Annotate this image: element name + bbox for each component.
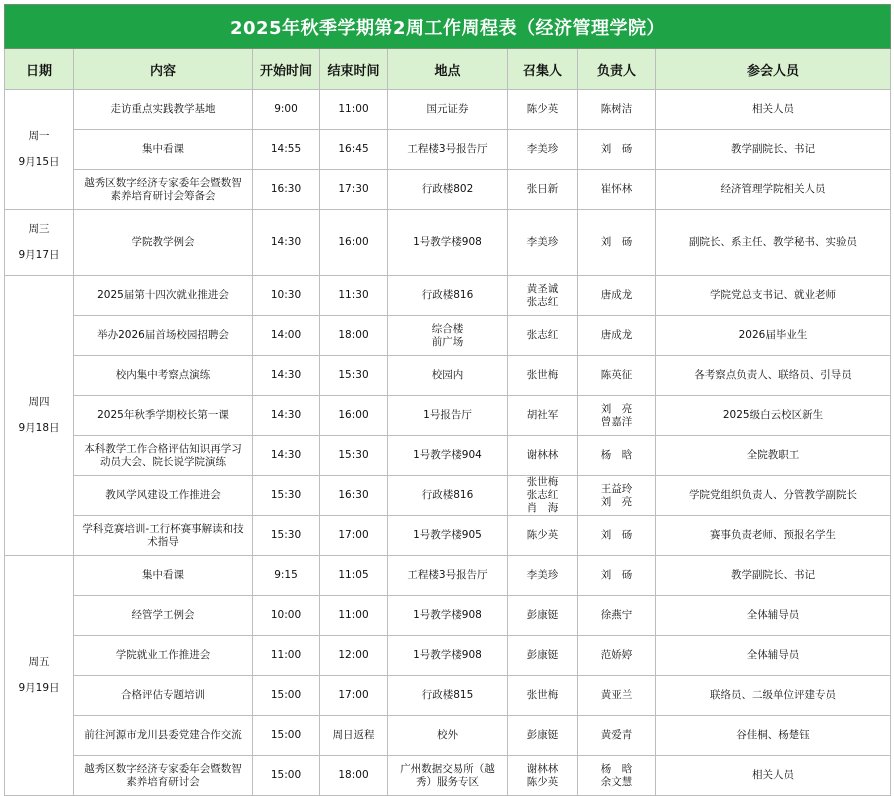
table-row bbox=[5, 316, 891, 356]
cell-content: 前往河源市龙川县委党建合作交流 bbox=[74, 716, 253, 756]
cell-owner: 陈树洁 bbox=[578, 90, 656, 130]
cell-convener: 李美珍 bbox=[508, 556, 578, 596]
cell-end-time: 18:00 bbox=[320, 316, 388, 356]
cell-content: 2025年秋季学期校长第一课 bbox=[74, 396, 253, 436]
cell-attendees: 谷佳桐、杨楚钰 bbox=[656, 716, 891, 756]
table-row bbox=[5, 596, 891, 636]
cell-start-time: 14:30 bbox=[253, 396, 320, 436]
date-label: 9月19日 bbox=[18, 682, 60, 694]
cell-content: 本科教学工作合格评估知识再学习动员大会、院长说学院演练 bbox=[74, 436, 253, 476]
cell-location: 行政楼816 bbox=[388, 476, 508, 516]
table-row bbox=[5, 396, 891, 436]
cell-convener: 谢林林 bbox=[508, 436, 578, 476]
table-row bbox=[5, 636, 891, 676]
cell-owner: 黄爱青 bbox=[578, 716, 656, 756]
table-row bbox=[5, 756, 891, 796]
cell-convener: 彭康铤 bbox=[508, 716, 578, 756]
column-header-date: 日期 bbox=[5, 49, 74, 90]
table-row bbox=[5, 276, 891, 316]
cell-location: 1号教学楼904 bbox=[388, 436, 508, 476]
cell-convener: 陈少英 bbox=[508, 90, 578, 130]
cell-start-time: 10:00 bbox=[253, 596, 320, 636]
cell-owner: 唐成龙 bbox=[578, 316, 656, 356]
schedule-body bbox=[5, 90, 891, 796]
cell-end-time: 17:00 bbox=[320, 516, 388, 556]
cell-location: 1号教学楼908 bbox=[388, 636, 508, 676]
cell-convener: 陈少英 bbox=[508, 516, 578, 556]
cell-owner: 陈英征 bbox=[578, 356, 656, 396]
cell-end-time: 11:00 bbox=[320, 596, 388, 636]
date-cell bbox=[5, 210, 74, 276]
cell-start-time: 15:30 bbox=[253, 516, 320, 556]
cell-start-time: 9:15 bbox=[253, 556, 320, 596]
cell-convener: 彭康铤 bbox=[508, 636, 578, 676]
cell-owner: 刘 砀 bbox=[578, 556, 656, 596]
cell-attendees: 全院教职工 bbox=[656, 436, 891, 476]
cell-end-time: 11:30 bbox=[320, 276, 388, 316]
cell-owner: 王益玲 刘 亮 bbox=[578, 476, 656, 516]
cell-end-time: 16:00 bbox=[320, 210, 388, 276]
cell-end-time: 11:00 bbox=[320, 90, 388, 130]
cell-end-time: 15:30 bbox=[320, 436, 388, 476]
cell-owner: 刘 砀 bbox=[578, 210, 656, 276]
cell-location: 广州数据交易所（越秀）服务专区 bbox=[388, 756, 508, 796]
cell-start-time: 14:30 bbox=[253, 210, 320, 276]
cell-start-time: 14:30 bbox=[253, 356, 320, 396]
cell-start-time: 14:30 bbox=[253, 436, 320, 476]
cell-owner: 刘 砀 bbox=[578, 130, 656, 170]
column-header-location: 地点 bbox=[388, 49, 508, 90]
header-row bbox=[5, 49, 891, 90]
cell-end-time: 周日返程 bbox=[320, 716, 388, 756]
cell-content: 经管学工例会 bbox=[74, 596, 253, 636]
table-row bbox=[5, 436, 891, 476]
table-row bbox=[5, 476, 891, 516]
cell-owner: 刘 亮 曾嘉洋 bbox=[578, 396, 656, 436]
cell-convener: 黄圣诚 张志红 bbox=[508, 276, 578, 316]
cell-end-time: 12:00 bbox=[320, 636, 388, 676]
cell-owner: 黄亚兰 bbox=[578, 676, 656, 716]
cell-convener: 张志红 bbox=[508, 316, 578, 356]
cell-owner: 杨 晗 bbox=[578, 436, 656, 476]
column-header-attendees: 参会人员 bbox=[656, 49, 891, 90]
cell-end-time: 15:30 bbox=[320, 356, 388, 396]
cell-end-time: 16:00 bbox=[320, 396, 388, 436]
cell-content: 校内集中考察点演练 bbox=[74, 356, 253, 396]
cell-attendees: 各考察点负责人、联络员、引导员 bbox=[656, 356, 891, 396]
cell-attendees: 2026届毕业生 bbox=[656, 316, 891, 356]
cell-location: 工程楼3号报告厅 bbox=[388, 130, 508, 170]
table-row bbox=[5, 556, 891, 596]
cell-start-time: 9:00 bbox=[253, 90, 320, 130]
cell-convener: 张世梅 bbox=[508, 356, 578, 396]
cell-end-time: 16:30 bbox=[320, 476, 388, 516]
cell-location: 行政楼815 bbox=[388, 676, 508, 716]
cell-owner: 杨 晗 余文慧 bbox=[578, 756, 656, 796]
cell-owner: 刘 砀 bbox=[578, 516, 656, 556]
cell-location: 1号教学楼908 bbox=[388, 596, 508, 636]
cell-attendees: 全体辅导员 bbox=[656, 596, 891, 636]
cell-attendees: 全体辅导员 bbox=[656, 636, 891, 676]
cell-attendees: 学院党组织负责人、分管教学副院长 bbox=[656, 476, 891, 516]
table-row bbox=[5, 356, 891, 396]
cell-location: 校园内 bbox=[388, 356, 508, 396]
cell-location: 综合楼 前广场 bbox=[388, 316, 508, 356]
cell-content: 越秀区数字经济专家委年会暨数智素养培育研讨会 bbox=[74, 756, 253, 796]
cell-convener: 李美珍 bbox=[508, 130, 578, 170]
cell-content: 合格评估专题培训 bbox=[74, 676, 253, 716]
date-label: 9月18日 bbox=[18, 422, 60, 434]
cell-attendees: 相关人员 bbox=[656, 90, 891, 130]
weekday-label: 周三 bbox=[28, 223, 50, 235]
column-header-owner: 负责人 bbox=[578, 49, 656, 90]
table-row bbox=[5, 516, 891, 556]
cell-content: 走访重点实践教学基地 bbox=[74, 90, 253, 130]
table-row bbox=[5, 716, 891, 756]
cell-attendees: 教学副院长、书记 bbox=[656, 556, 891, 596]
cell-start-time: 11:00 bbox=[253, 636, 320, 676]
column-header-end-time: 结束时间 bbox=[320, 49, 388, 90]
cell-end-time: 17:30 bbox=[320, 170, 388, 210]
cell-owner: 徐燕宁 bbox=[578, 596, 656, 636]
cell-start-time: 15:00 bbox=[253, 676, 320, 716]
table-row bbox=[5, 170, 891, 210]
weekday-label: 周一 bbox=[28, 130, 50, 142]
cell-location: 1号报告厅 bbox=[388, 396, 508, 436]
cell-end-time: 17:00 bbox=[320, 676, 388, 716]
cell-owner: 范娇婷 bbox=[578, 636, 656, 676]
cell-attendees: 经济管理学院相关人员 bbox=[656, 170, 891, 210]
cell-convener: 张世梅 张志红 肖 海 bbox=[508, 476, 578, 516]
cell-attendees: 2025级白云校区新生 bbox=[656, 396, 891, 436]
cell-content: 教风学风建设工作推进会 bbox=[74, 476, 253, 516]
weekly-schedule-table bbox=[4, 4, 891, 796]
cell-attendees: 学院党总支书记、就业老师 bbox=[656, 276, 891, 316]
cell-location: 校外 bbox=[388, 716, 508, 756]
table-row bbox=[5, 130, 891, 170]
cell-attendees: 副院长、系主任、教学秘书、实验员 bbox=[656, 210, 891, 276]
cell-end-time: 16:45 bbox=[320, 130, 388, 170]
cell-start-time: 15:30 bbox=[253, 476, 320, 516]
cell-attendees: 赛事负责老师、预报名学生 bbox=[656, 516, 891, 556]
cell-convener: 张世梅 bbox=[508, 676, 578, 716]
cell-attendees: 相关人员 bbox=[656, 756, 891, 796]
cell-location: 国元证券 bbox=[388, 90, 508, 130]
cell-attendees: 教学副院长、书记 bbox=[656, 130, 891, 170]
table-row bbox=[5, 90, 891, 130]
cell-convener: 彭康铤 bbox=[508, 596, 578, 636]
title-row bbox=[5, 5, 891, 49]
cell-start-time: 14:55 bbox=[253, 130, 320, 170]
cell-convener: 胡社军 bbox=[508, 396, 578, 436]
cell-content: 学院教学例会 bbox=[74, 210, 253, 276]
cell-content: 2025届第十四次就业推进会 bbox=[74, 276, 253, 316]
cell-start-time: 16:30 bbox=[253, 170, 320, 210]
cell-convener: 谢林林 陈少英 bbox=[508, 756, 578, 796]
cell-content: 学科竞赛培训-工行杯赛事解读和技术指导 bbox=[74, 516, 253, 556]
weekday-label: 周五 bbox=[28, 656, 50, 668]
cell-owner: 唐成龙 bbox=[578, 276, 656, 316]
cell-location: 工程楼3号报告厅 bbox=[388, 556, 508, 596]
cell-content: 集中看课 bbox=[74, 556, 253, 596]
cell-start-time: 10:30 bbox=[253, 276, 320, 316]
cell-location: 行政楼802 bbox=[388, 170, 508, 210]
column-header-convener: 召集人 bbox=[508, 49, 578, 90]
cell-location: 行政楼816 bbox=[388, 276, 508, 316]
date-cell bbox=[5, 276, 74, 556]
cell-location: 1号教学楼905 bbox=[388, 516, 508, 556]
cell-start-time: 14:00 bbox=[253, 316, 320, 356]
column-header-content: 内容 bbox=[74, 49, 253, 90]
date-label: 9月15日 bbox=[18, 156, 60, 168]
column-header-start-time: 开始时间 bbox=[253, 49, 320, 90]
cell-end-time: 11:05 bbox=[320, 556, 388, 596]
cell-content: 越秀区数字经济专家委年会暨数智素养培育研讨会筹备会 bbox=[74, 170, 253, 210]
page-title: 2025年秋季学期第2周工作周程表（经济管理学院） bbox=[5, 5, 891, 49]
cell-convener: 张日新 bbox=[508, 170, 578, 210]
table-row bbox=[5, 210, 891, 276]
cell-attendees: 联络员、二级单位评建专员 bbox=[656, 676, 891, 716]
date-cell bbox=[5, 90, 74, 210]
cell-content: 举办2026届首场校园招聘会 bbox=[74, 316, 253, 356]
table-row bbox=[5, 676, 891, 716]
cell-convener: 李美珍 bbox=[508, 210, 578, 276]
weekday-label: 周四 bbox=[28, 396, 50, 408]
cell-end-time: 18:00 bbox=[320, 756, 388, 796]
date-label: 9月17日 bbox=[18, 249, 60, 261]
cell-start-time: 15:00 bbox=[253, 716, 320, 756]
cell-content: 集中看课 bbox=[74, 130, 253, 170]
cell-owner: 崔怀林 bbox=[578, 170, 656, 210]
cell-content: 学院就业工作推进会 bbox=[74, 636, 253, 676]
cell-location: 1号教学楼908 bbox=[388, 210, 508, 276]
cell-start-time: 15:00 bbox=[253, 756, 320, 796]
date-cell bbox=[5, 556, 74, 796]
